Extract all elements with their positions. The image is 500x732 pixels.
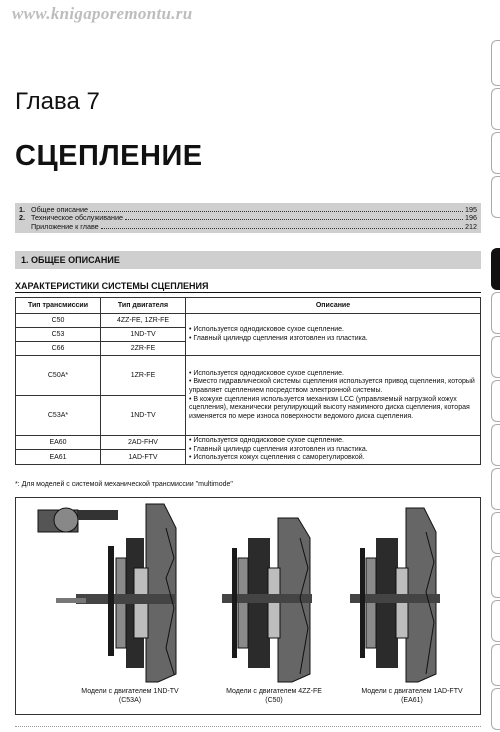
cell-engine: 2AD-FHV bbox=[101, 436, 186, 450]
cell-description bbox=[186, 436, 481, 465]
chapter-tab[interactable] bbox=[491, 468, 500, 510]
cell-transmission: C53 bbox=[16, 328, 101, 342]
cell-description bbox=[186, 314, 481, 356]
toc-page: 196 bbox=[465, 213, 477, 222]
desc-line: • Используется кожух сцепления с саморегулировкой. bbox=[189, 454, 365, 462]
chapter-tab[interactable] bbox=[491, 336, 500, 378]
desc-line: • Вместо гидравлической системы сцепления используется привод сцепления, который управляет сцеплением посредством электронной системы. bbox=[189, 378, 475, 394]
chapter-tab[interactable] bbox=[491, 380, 500, 422]
cell-transmission: C66 bbox=[16, 342, 101, 356]
chapter-tab[interactable] bbox=[491, 292, 500, 334]
table-row bbox=[16, 436, 481, 450]
table-of-contents bbox=[15, 203, 481, 233]
caption-line: (EA61) bbox=[401, 697, 423, 704]
toc-item[interactable] bbox=[19, 222, 477, 231]
chapter-tab[interactable] bbox=[491, 600, 500, 642]
caption-line: Модели с двигателем 4ZZ-FE bbox=[226, 688, 322, 695]
chapter-tab[interactable] bbox=[491, 176, 500, 218]
cell-transmission: C50 bbox=[16, 314, 101, 328]
cell-transmission: EA60 bbox=[16, 436, 101, 450]
desc-line: • Используется однодисковое сухое сцепление. bbox=[189, 437, 344, 444]
column-header: Тип двигателя bbox=[101, 298, 186, 314]
figure-caption bbox=[342, 687, 482, 705]
table-header-row bbox=[16, 298, 481, 314]
section-heading: 1. ОБЩЕЕ ОПИСАНИЕ bbox=[15, 251, 481, 269]
figure-caption bbox=[60, 687, 200, 705]
chapter-tab[interactable] bbox=[491, 512, 500, 554]
chapter-tab[interactable] bbox=[491, 688, 500, 730]
bottom-rule bbox=[15, 726, 481, 727]
figure-caption bbox=[204, 687, 344, 705]
cell-description bbox=[186, 356, 481, 436]
caption-line: (C53A) bbox=[118, 697, 142, 704]
toc-page: 195 bbox=[465, 204, 477, 214]
cell-engine: 1ZR-FE bbox=[101, 356, 186, 396]
watermark: www.knigaporemontu.ru bbox=[12, 4, 193, 23]
desc-line: • Главный цилиндр сцепления изготовлен из пластика. bbox=[189, 334, 368, 342]
chapter-tab[interactable] bbox=[491, 424, 500, 466]
toc-title: Техническое обслуживание bbox=[31, 213, 123, 222]
cell-engine: 1ND-TV bbox=[101, 396, 186, 436]
clutch-spec-table bbox=[15, 297, 481, 465]
table-row bbox=[16, 314, 481, 328]
chapter-tab-active[interactable] bbox=[491, 248, 500, 290]
chapter-tab[interactable] bbox=[491, 556, 500, 598]
column-header: Описание bbox=[186, 298, 481, 314]
cell-transmission: EA61 bbox=[16, 450, 101, 464]
chapter-tab[interactable] bbox=[491, 40, 500, 86]
cross-section-1ad-ftv bbox=[350, 508, 440, 682]
toc-num: 2. bbox=[19, 213, 25, 222]
chapter-tab[interactable] bbox=[491, 132, 500, 174]
toc-num: 1. bbox=[19, 204, 25, 214]
desc-line: • Используется однодисковое сухое сцепление. bbox=[189, 325, 344, 333]
caption-line: Модели с двигателем 1AD-FTV bbox=[361, 688, 463, 695]
cell-transmission: C50A* bbox=[16, 356, 101, 396]
column-header: Тип трансмиссии bbox=[16, 298, 101, 314]
cell-engine: 2ZR-FE bbox=[101, 342, 186, 356]
chapter-label: Глава 7 bbox=[15, 88, 100, 115]
subheading: ХАРАКТЕРИСТИКИ СИСТЕМЫ СЦЕПЛЕНИЯ bbox=[15, 281, 481, 293]
cross-section-4zz-fe bbox=[222, 518, 312, 682]
table-row bbox=[16, 356, 481, 396]
cell-transmission: C53A* bbox=[16, 396, 101, 436]
clutch-cross-section-figure bbox=[15, 497, 481, 715]
clutch-cross-section-drawings bbox=[16, 498, 482, 716]
cell-engine: 1AD-FTV bbox=[101, 450, 186, 464]
chapter-tab[interactable] bbox=[491, 88, 500, 130]
toc-page: 212 bbox=[465, 221, 477, 231]
desc-line: • В кожухе сцепления используется механизм LCC (управляемый нагрузкой кожух сцепления), механически регулирующий высоту нажимного диска сцепления, которая изменяется по мере износа поверхности ведомого диска сцепления. bbox=[189, 395, 470, 420]
desc-line: • Используется однодисковое сухое сцепление. bbox=[189, 369, 344, 377]
caption-line: Модели с двигателем 1ND-TV bbox=[81, 688, 179, 695]
toc-leader bbox=[90, 211, 463, 212]
toc-leader bbox=[101, 228, 463, 229]
chapter-tab[interactable] bbox=[491, 644, 500, 686]
toc-title: Общее описание bbox=[31, 204, 89, 214]
desc-line: • Главный цилиндр сцепления изготовлен из пластика. bbox=[189, 445, 368, 453]
footnote: *: Для моделей с системой механической трансмиссии "multimode" bbox=[15, 481, 233, 488]
page-title: СЦЕПЛЕНИЕ bbox=[15, 140, 203, 172]
toc-title: Приложение к главе bbox=[31, 221, 99, 231]
cell-engine: 1ND-TV bbox=[101, 328, 186, 342]
caption-line: (C50) bbox=[265, 697, 283, 704]
toc-leader bbox=[125, 219, 463, 220]
cross-section-1nd-tv bbox=[38, 504, 176, 682]
cell-engine: 4ZZ-FE, 1ZR-FE bbox=[101, 314, 186, 328]
